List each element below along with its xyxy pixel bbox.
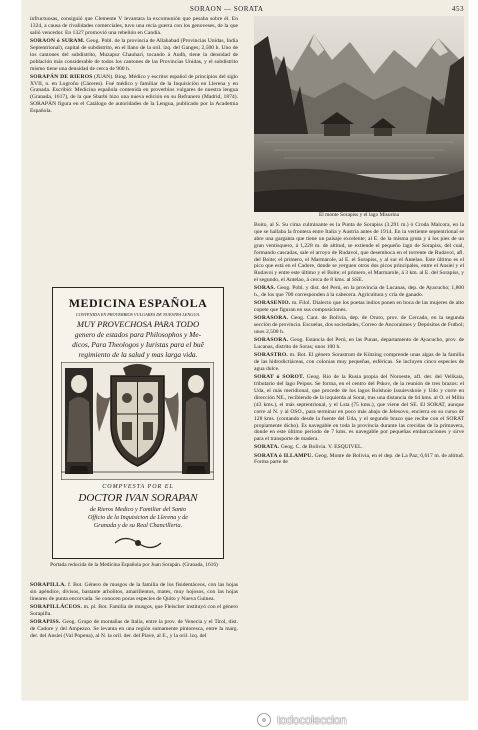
running-title: SORAON — SORATA	[190, 5, 264, 13]
entry: SORAS. Geog. Pobl. y dist. del Perú, en la provincia de Lucanas, dep. de Ayacucho; 1,800 h., de los que 700 corresponden á la cabecera. Agricultura y cría de ganado.	[254, 285, 465, 299]
photo-caption: El monte Sorapiss y el lago Misurina	[319, 212, 399, 218]
frontispiece-line: CONTENIDA EN PROVERBIOS VULGARES DE NUESTRA LENGUA.	[75, 312, 201, 317]
frontispiece-title: MEDICINA ESPAÑOLA	[68, 296, 208, 310]
watermark	[255, 712, 455, 728]
frontispiece-line: MUY PROVECHOSA PARA TODO	[76, 319, 200, 329]
entry: infructuosas, consiguió que Clemente V levantara la excomunión que pesaba sobre él. En 1324, a causa de rivalidades comerciales, tuvo una recia guerra con los genoveses, de la que salió vencedor. En 1327 promovió una rebelión en Candía.	[30, 16, 238, 36]
frontispiece-caption: Portada reducida de la Medicina Española por Juan Sorapán. (Granada, 1616)	[50, 562, 218, 568]
frontispiece-line: regimiento de la salud y mas larga vida.	[78, 350, 198, 359]
entry: SORATA. Geog. C. de Bolivia. V. ESQUIVEL.	[254, 444, 363, 451]
frontispiece-bottom-line: Officio de la Inquisicion de Llerena y de	[88, 514, 188, 521]
coat-of-arms-engraving	[61, 362, 214, 480]
entry: SORATA ó ILLAMPU. Geog. Monte de Bolivia, en el dep. de La Paz; 6,617 m. de altitud. Forma parte de	[254, 452, 464, 466]
frontispiece-illustration	[52, 287, 224, 559]
frontispiece-line: dicos, Para Theologos y Iuristas para el buē	[72, 340, 204, 349]
right-column	[254, 222, 464, 468]
entry: SORASENIO. m. Filol. Dialecto que los poetas indios ponen en boca de las mujeres de alto copete que figuran en sus composiciones.	[254, 300, 464, 314]
entry: SORASORA. Geog. Cant. de Bolivia, dep. de Oruro, prov. de Cercado, en la segunda sección de provincia. Escuelas, dos sociedades, Correo de Ancoraimes y Depósitos de Futbol; unos 2,500 h.	[254, 315, 465, 336]
frontispiece-bottom-line: COMPVESTA POR EL	[102, 484, 174, 490]
entry: SORAON ó SURAM. Geog. Pobl. de la provincia de Allahabad (Provincias Unidas, India Septentrional), capital de subdistrito, en el llano de la oril. izq. del Ganges; 2,500 h. Uno de los cantones del subdistrito, Muzapur Chauhari, tocando á Audh, tiene la densidad de población más considerable de todos los cantones de las Provincias Unidas, y el subdistrito mismo tiene una densidad de cerca de 900 h.	[30, 37, 238, 72]
entry: SORASORA. Geog. Estancia del Perú, en las Punas, departamento de Ayacucho, prov. de Lucanas, distrito de Soras; unos 100 h.	[254, 337, 464, 351]
entry: SORAPÁN DE RIEROS (JUAN). Biog. Médico y escritor español de principios del siglo XVII, n. en Logroño (Cáceres). Fué médico y familiar de la Inquisición en Llerena y en Granada. Escribió: Medicina española contenida en proverbios vulgares de nuestra lengua (Granada, 1617), de la que Sbarbi hizo una nueva edición en su Refranero (Madrid, 1874). SORAPÁN figura en el Catálogo de autoridades de la Lengua, publicado por la Academia Española.	[30, 73, 238, 115]
frontispiece-bottom-line: Granada y de su Real Chancilleria.	[93, 522, 183, 529]
entry: SORAT ó SOROT. Geog. Río de la Rusia propia del Noroeste, afl. der. del Velikaia, tributario del lago Peipus. Se forma, en el centro del Pskov, de la reunión de tres brazos: el Uda, el más meridional, que procede de los lagos Bolshoie Issuievskoie y Udo y corre en dirección NE., recibiendo de la izquierda al Sorat, tras una distancia de 64 kms. al O. el Miliu (43 kms.), el más septentrional, y el Lsta (75 kms.), que viene del SE. El SORAT, aunque corre al N. y al OSO., para terminar en poco más abajo de Jelesovo, encierra en su curso de 128 kms. (contando desde la fuente del Uda, y el segundo brazo que recibe con el SORAT propiamente dicho). Es navegable en toda la provincia durante las crecidas de la primavera, donde en este último período de 7 kms. es navegable por pequeñas embarcaciones y sirve para el transporte de madera.	[254, 374, 464, 443]
frontispiece-ornament	[113, 534, 163, 552]
entry: SORASTRO. m. Bot. El género Sorastrum de Kützing comprende unas algas de la familia de las hidrodictiáceas, con colonias muy pequeñas, esféricas. Se incluyen cinco especies de agua dulce.	[254, 352, 464, 373]
landscape-photo	[254, 16, 464, 212]
page-sheet	[22, 0, 468, 700]
watermark-logo-icon	[255, 712, 273, 728]
left-column	[30, 16, 238, 116]
entry: SORAPILLÁCEOS. m. pl. Bot. Familia de musgos, que Fleischer instituyó con el género Sorapilla.	[30, 603, 238, 617]
frontispiece-author: DOCTOR IVAN SORAPAN	[78, 492, 198, 504]
frontispiece-line: genero de estados para Philosophos y Me-	[74, 330, 202, 339]
entry: Boito, al S. Su cima culminante es la Punta de Sorapiss (3,291 m.) ó Croda Malcora, en la que se hallaba la frontera entre Italia y Austria antes de 1914. En la vertiente septentrional se abre una garganta que tiene un paisaje excelente; al E. de la misma gruta y á los pies de un gran ventisquero, á 1,228 m. de altitud, se extiende el pequeño lago de Sorapiss, del cual, formando cascadas, sale el arroyo de Rudavoi, que desemboca en el torrente de Rudavoi, afl. del Boite; el primero, el Marmarole, al E. el Sorapiss, y al sur el Antelao. Este último es el pico que está en el Cadore, donde se yerguen otros dos picos principales, entre el Ansiei y el Rudavoi y entre este último y el Boite; el primero, el Marmarole, á 3 km. al E. del Sorapiss, y el segundo, el Antelao, á cerca de 8 kms. al SSE.	[254, 222, 464, 284]
watermark-text: todocoleccion	[277, 713, 347, 727]
mountain-lake-picture	[254, 16, 464, 212]
frontispiece-bottom-line: de Rieros Medico y Familiar del Santo	[90, 506, 186, 513]
entry: SORAPILLA. f. Bot. Género de musgos de la familia de los fisidentáceos, con las hojas sin apéndice, divisos, bastante arbolitos, amarillentos, mates, muy hojosos, con las hojas lineares de punta encorvada. Se conocen pocas especies de Quito y Nueva Guinea.	[30, 582, 239, 602]
page-number: 453	[452, 5, 464, 13]
left-column-lower	[30, 582, 238, 641]
entry: SORAPISS. Geog. Grupo de montañas de Italia, entre la prov. de Venecia y el Tirol, dist. de Cadore y del Ampezzo. Se levanta en una región sumamente pintoresca, entre la marg. der. del Ansiei (Val Popena), al N. la oril. der. del Piave, al E., y la oril. izq. del	[30, 618, 238, 639]
